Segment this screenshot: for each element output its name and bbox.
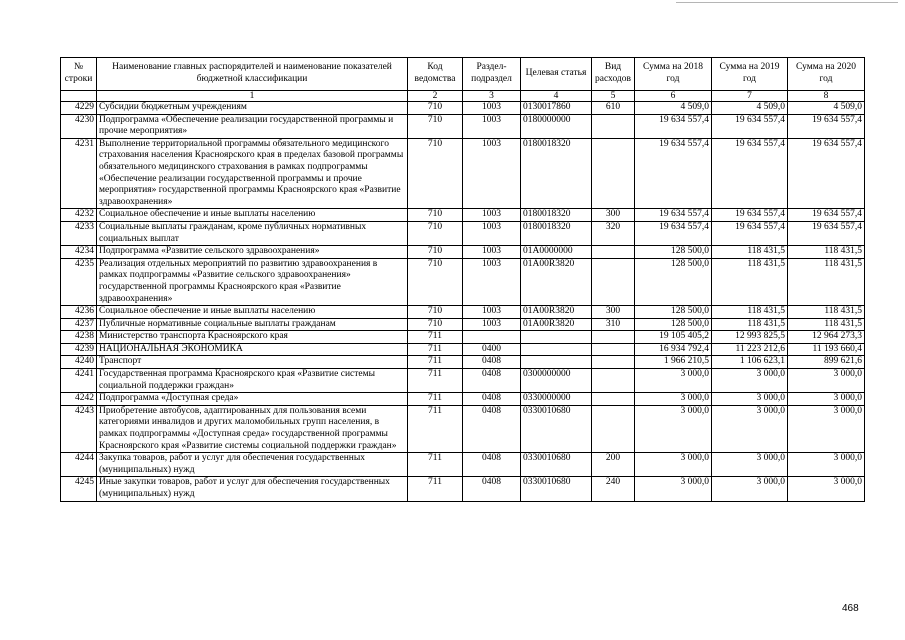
amount-2018-cell: 19 634 557,4 [635,221,712,245]
row-number-cell: 4229 [61,102,97,115]
row-number-cell: 4243 [61,405,97,452]
amount-2018-cell: 128 500,0 [635,318,712,331]
table-row [61,306,865,319]
target-article-cell: 0300000000 [521,369,592,393]
name-cell: Подпрограмма «Развитие сельского здравоохранения» [97,246,408,259]
section-cell: 0408 [463,405,521,452]
amount-2020-cell: 4 509,0 [788,102,865,115]
amount-2018-cell: 19 634 557,4 [635,114,712,138]
budget-table [60,57,865,502]
amount-2019-cell: 19 634 557,4 [712,114,788,138]
table-row [61,246,865,259]
row-number-cell: 4233 [61,221,97,245]
table-row [61,356,865,369]
department-code-cell: 710 [408,209,463,222]
amount-2020-cell: 19 634 557,4 [788,221,865,245]
row-number-cell: 4236 [61,306,97,319]
expense-type-cell [592,331,635,344]
section-cell: 1003 [463,138,521,209]
section-cell: 0408 [463,369,521,393]
section-cell: 1003 [463,318,521,331]
amount-2020-cell: 11 193 660,4 [788,343,865,356]
name-cell: Подпрограмма «Доступная среда» [97,393,408,406]
row-number-cell: 4239 [61,343,97,356]
amount-2020-cell: 118 431,5 [788,258,865,305]
amount-2020-cell: 3 000,0 [788,369,865,393]
amount-2019-cell: 19 634 557,4 [712,209,788,222]
department-code-cell: 710 [408,221,463,245]
department-code-cell: 711 [408,343,463,356]
expense-type-cell [592,343,635,356]
amount-2019-cell: 3 000,0 [712,477,788,501]
column-number: 3 [463,91,521,102]
expense-type-cell: 240 [592,477,635,501]
name-cell: Публичные нормативные социальные выплаты гражданам [97,318,408,331]
row-number-cell: 4234 [61,246,97,259]
expense-type-cell: 200 [592,453,635,477]
table-row [61,209,865,222]
name-cell: Подпрограмма «Обеспечение реализации государственной программы и прочие мероприятия» [97,114,408,138]
department-code-cell: 711 [408,369,463,393]
amount-2020-cell: 19 634 557,4 [788,209,865,222]
amount-2019-cell: 4 509,0 [712,102,788,115]
header-name: Наименование главных распорядителей и наименование показателей бюджетной классификации [97,58,408,91]
department-code-cell: 710 [408,318,463,331]
amount-2020-cell: 3 000,0 [788,393,865,406]
expense-type-cell: 300 [592,306,635,319]
section-cell: 1003 [463,246,521,259]
amount-2018-cell: 19 634 557,4 [635,138,712,209]
header-row-number: № строки [61,58,97,91]
expense-type-cell [592,405,635,452]
department-code-cell: 711 [408,405,463,452]
amount-2020-cell: 3 000,0 [788,405,865,452]
name-cell: Социальное обеспечение и иные выплаты населению [97,209,408,222]
amount-2019-cell: 19 634 557,4 [712,221,788,245]
expense-type-cell: 310 [592,318,635,331]
row-number-cell: 4235 [61,258,97,305]
amount-2019-cell: 3 000,0 [712,393,788,406]
amount-2019-cell: 3 000,0 [712,369,788,393]
column-number: 5 [592,91,635,102]
table-row [61,331,865,344]
amount-2019-cell: 118 431,5 [712,306,788,319]
header-amount-2018: Сумма на 2018 год [635,58,712,91]
target-article-cell: 0180018320 [521,221,592,245]
section-cell [463,331,521,344]
target-article-cell: 01А0000000 [521,246,592,259]
column-number: 7 [712,91,788,102]
target-article-cell [521,356,592,369]
expense-type-cell [592,393,635,406]
table-row [61,318,865,331]
department-code-cell: 711 [408,393,463,406]
name-cell: Транспорт [97,356,408,369]
row-number-cell: 4232 [61,209,97,222]
department-code-cell: 711 [408,331,463,344]
column-number: 8 [788,91,865,102]
department-code-cell: 710 [408,306,463,319]
table-row [61,114,865,138]
department-code-cell: 710 [408,138,463,209]
target-article-cell: 0180018320 [521,209,592,222]
amount-2018-cell: 128 500,0 [635,306,712,319]
row-number-cell: 4240 [61,356,97,369]
target-article-cell: 0330010680 [521,477,592,501]
amount-2018-cell: 3 000,0 [635,453,712,477]
amount-2018-cell: 1 966 210,5 [635,356,712,369]
section-cell: 1003 [463,209,521,222]
target-article-cell: 0180018320 [521,138,592,209]
target-article-cell: 0130017860 [521,102,592,115]
amount-2019-cell: 3 000,0 [712,453,788,477]
row-number-cell: 4244 [61,453,97,477]
section-cell: 0408 [463,453,521,477]
header-row [61,58,865,91]
department-code-cell: 711 [408,477,463,501]
page-number: 468 [842,603,859,614]
table-row [61,138,865,209]
amount-2020-cell: 899 621,6 [788,356,865,369]
name-cell: Государственная программа Красноярского края «Развитие системы социальной поддержки граждан» [97,369,408,393]
column-number: 2 [408,91,463,102]
header-section: Раздел-подраздел [463,58,521,91]
amount-2019-cell: 3 000,0 [712,405,788,452]
row-number-cell: 4241 [61,369,97,393]
table-row [61,258,865,305]
column-number: 1 [97,91,408,102]
amount-2020-cell: 118 431,5 [788,306,865,319]
expense-type-cell [592,138,635,209]
target-article-cell: 0330010680 [521,405,592,452]
amount-2020-cell: 118 431,5 [788,246,865,259]
section-cell: 0408 [463,356,521,369]
column-number: 4 [521,91,592,102]
amount-2020-cell: 118 431,5 [788,318,865,331]
expense-type-cell [592,114,635,138]
table-row [61,343,865,356]
section-cell: 1003 [463,306,521,319]
expense-type-cell: 610 [592,102,635,115]
header-amount-2020: Сумма на 2020 год [788,58,865,91]
header-rule [676,2,898,3]
expense-type-cell [592,356,635,369]
amount-2019-cell: 19 634 557,4 [712,138,788,209]
column-number-row [61,91,865,102]
target-article-cell: 01А00R3820 [521,258,592,305]
amount-2019-cell: 118 431,5 [712,246,788,259]
expense-type-cell [592,369,635,393]
table-row [61,221,865,245]
section-cell: 1003 [463,114,521,138]
amount-2020-cell: 19 634 557,4 [788,114,865,138]
row-number-cell: 4245 [61,477,97,501]
target-article-cell: 0330000000 [521,393,592,406]
amount-2018-cell: 16 934 792,4 [635,343,712,356]
name-cell: Социальные выплаты гражданам, кроме публичных нормативных социальных выплат [97,221,408,245]
amount-2018-cell: 3 000,0 [635,405,712,452]
target-article-cell: 0180000000 [521,114,592,138]
table-row [61,102,865,115]
target-article-cell [521,343,592,356]
amount-2019-cell: 118 431,5 [712,318,788,331]
department-code-cell: 710 [408,258,463,305]
target-article-cell [521,331,592,344]
name-cell: Приобретение автобусов, адаптированных для пользования всеми категориями инвалидов и других маломобильных групп населения, в рамках подпрограммы «Доступная среда» государственной программы Красноярского края «Развитие системы социальной поддержки граждан» [97,405,408,452]
amount-2019-cell: 12 993 825,5 [712,331,788,344]
header-expense-type: Вид расходов [592,58,635,91]
amount-2020-cell: 19 634 557,4 [788,138,865,209]
table-row [61,405,865,452]
column-number [61,91,97,102]
amount-2018-cell: 19 105 405,2 [635,331,712,344]
department-code-cell: 710 [408,246,463,259]
amount-2020-cell: 3 000,0 [788,477,865,501]
expense-type-cell: 300 [592,209,635,222]
name-cell: Закупка товаров, работ и услуг для обеспечения государственных (муниципальных) нужд [97,453,408,477]
amount-2018-cell: 128 500,0 [635,246,712,259]
name-cell: Субсидии бюджетным учреждениям [97,102,408,115]
table-row [61,393,865,406]
header-department-code: Код ведомства [408,58,463,91]
row-number-cell: 4230 [61,114,97,138]
department-code-cell: 710 [408,102,463,115]
target-article-cell: 01А00R3820 [521,318,592,331]
amount-2018-cell: 3 000,0 [635,369,712,393]
name-cell: НАЦИОНАЛЬНАЯ ЭКОНОМИКА [97,343,408,356]
row-number-cell: 4242 [61,393,97,406]
amount-2020-cell: 3 000,0 [788,453,865,477]
section-cell: 0408 [463,393,521,406]
row-number-cell: 4238 [61,331,97,344]
amount-2018-cell: 4 509,0 [635,102,712,115]
department-code-cell: 711 [408,453,463,477]
name-cell: Министерство транспорта Красноярского края [97,331,408,344]
table-row [61,477,865,501]
expense-type-cell: 320 [592,221,635,245]
amount-2018-cell: 128 500,0 [635,258,712,305]
expense-type-cell [592,258,635,305]
department-code-cell: 710 [408,114,463,138]
amount-2019-cell: 118 431,5 [712,258,788,305]
amount-2018-cell: 3 000,0 [635,477,712,501]
section-cell: 0408 [463,477,521,501]
amount-2020-cell: 12 964 273,3 [788,331,865,344]
row-number-cell: 4231 [61,138,97,209]
amount-2018-cell: 3 000,0 [635,393,712,406]
column-number: 6 [635,91,712,102]
department-code-cell: 711 [408,356,463,369]
table-body [61,102,865,502]
name-cell: Выполнение территориальной программы обязательного медицинского страхования населения Красноярского края в пределах базовой программы обязательного медицинского страхования в рамках подпрограммы «Обеспечение реализации государственной программы и прочие мероприятия» государственной программы Красноярского края «Развитие здравоохранения» [97,138,408,209]
amount-2019-cell: 1 106 623,1 [712,356,788,369]
table-row [61,453,865,477]
header-target-article: Целевая статья [521,58,592,91]
header-amount-2019: Сумма на 2019 год [712,58,788,91]
section-cell: 0400 [463,343,521,356]
section-cell: 1003 [463,102,521,115]
table-row [61,369,865,393]
section-cell: 1003 [463,258,521,305]
name-cell: Иные закупки товаров, работ и услуг для обеспечения государственных (муниципальных) нужд [97,477,408,501]
name-cell: Социальное обеспечение и иные выплаты населению [97,306,408,319]
name-cell: Реализация отдельных мероприятий по развитию здравоохранения в рамках подпрограммы «Развитие сельского здравоохранения» государственной программы Красноярского края «Развитие здравоохранения» [97,258,408,305]
target-article-cell: 0330010680 [521,453,592,477]
amount-2018-cell: 19 634 557,4 [635,209,712,222]
section-cell: 1003 [463,221,521,245]
expense-type-cell [592,246,635,259]
row-number-cell: 4237 [61,318,97,331]
target-article-cell: 01А00R3820 [521,306,592,319]
amount-2019-cell: 11 223 212,6 [712,343,788,356]
